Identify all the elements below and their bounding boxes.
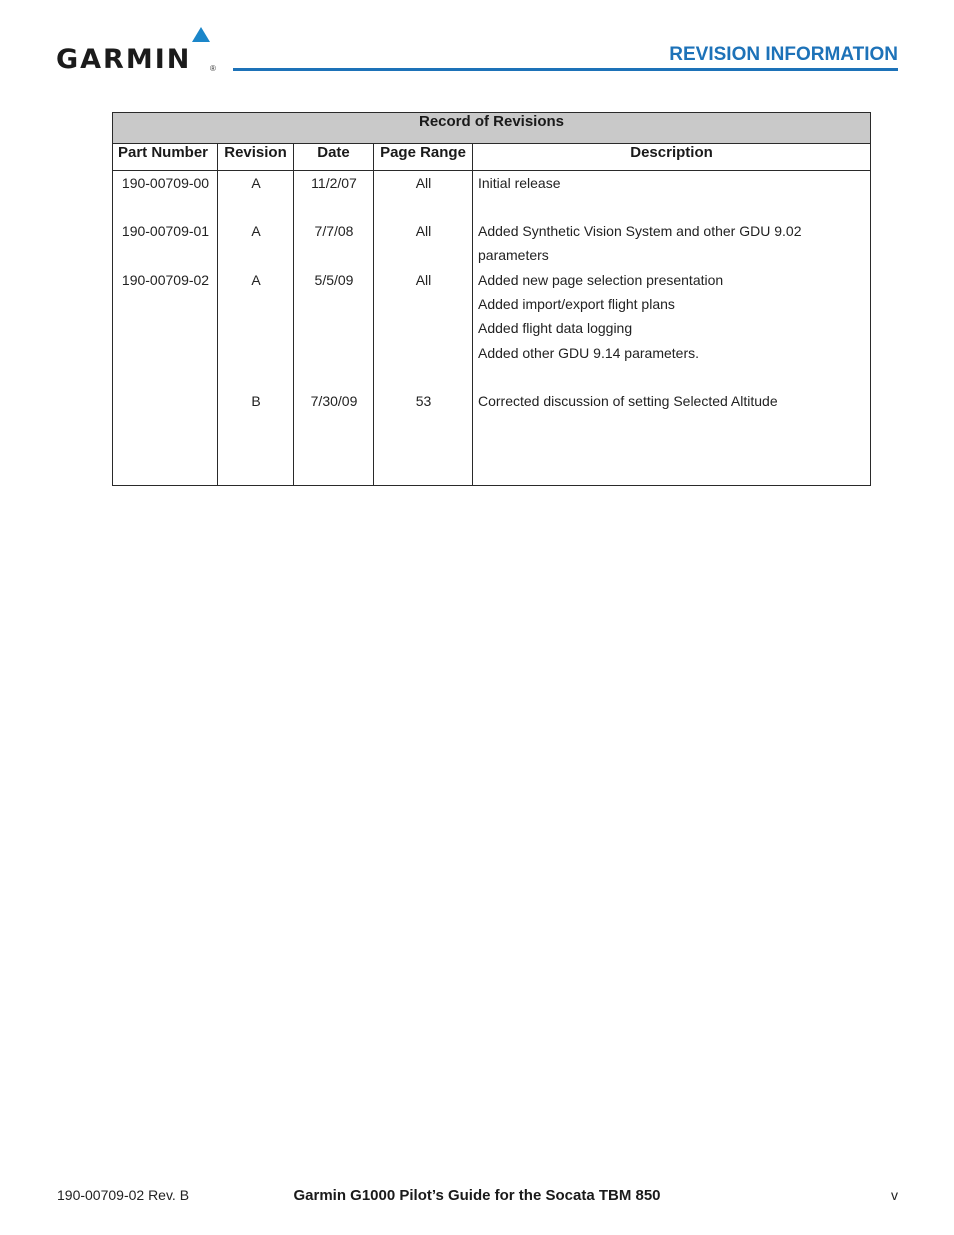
logo-triangle-icon bbox=[192, 27, 210, 42]
logo-registered-mark: ® bbox=[210, 64, 216, 73]
footer-page-number: v bbox=[891, 1187, 898, 1203]
table-row-page-range: All bbox=[415, 223, 432, 239]
table-row-revision: B bbox=[251, 393, 261, 409]
table-row-page-range: All bbox=[415, 175, 432, 191]
footer-title: Garmin G1000 Pilot’s Guide for the Socata TBM 850 bbox=[293, 1187, 661, 1204]
column-header-page-range: Page Range bbox=[374, 144, 473, 171]
date-cell bbox=[294, 171, 374, 486]
table-row-part-number: 190-00709-00 bbox=[121, 175, 210, 191]
table-row-revision: A bbox=[251, 175, 261, 191]
table-row-description: Added Synthetic Vision System and other GDU 9.02 parameters bbox=[478, 223, 802, 263]
table-row-part-number: 190-00709-01 bbox=[121, 223, 210, 239]
table-row-revision: A bbox=[251, 272, 261, 288]
page-range-cell bbox=[374, 171, 473, 486]
table-row-part-number: 190-00709-02 bbox=[121, 272, 210, 288]
column-header-part-number: Part Number bbox=[113, 144, 218, 171]
table-row-description: Added flight data logging bbox=[478, 320, 633, 336]
logo-wordmark: GARMIN bbox=[56, 44, 192, 75]
table-row-description: Initial release bbox=[478, 175, 561, 191]
table-title: Record of Revisions bbox=[113, 113, 871, 144]
table-row-page-range: All bbox=[415, 272, 432, 288]
part-number-cell bbox=[113, 171, 218, 486]
table-row-description: Added import/export flight plans bbox=[478, 296, 675, 312]
table-row-description: Added new page selection presentation bbox=[478, 272, 724, 288]
header-rule bbox=[233, 68, 898, 71]
column-header-description: Description bbox=[473, 144, 871, 171]
column-header-revision: Revision bbox=[218, 144, 294, 171]
garmin-logo bbox=[56, 24, 221, 76]
section-title: REVISION INFORMATION bbox=[669, 44, 898, 65]
revision-cell bbox=[218, 171, 294, 486]
table-row-date: 7/30/09 bbox=[310, 393, 358, 409]
table-row-date: 11/2/07 bbox=[311, 175, 357, 191]
table-row-description: Added other GDU 9.14 parameters. bbox=[478, 345, 700, 361]
column-header-date: Date bbox=[294, 144, 374, 171]
table-row-page-range: 53 bbox=[415, 393, 432, 409]
table-row-date: 5/5/09 bbox=[314, 272, 354, 288]
table-row-date: 7/7/08 bbox=[314, 223, 354, 239]
table-row-description: Corrected discussion of setting Selected Altitude bbox=[478, 393, 778, 409]
table-row-revision: A bbox=[251, 223, 261, 239]
footer-doc-number: 190-00709-02 Rev. B bbox=[57, 1187, 190, 1203]
